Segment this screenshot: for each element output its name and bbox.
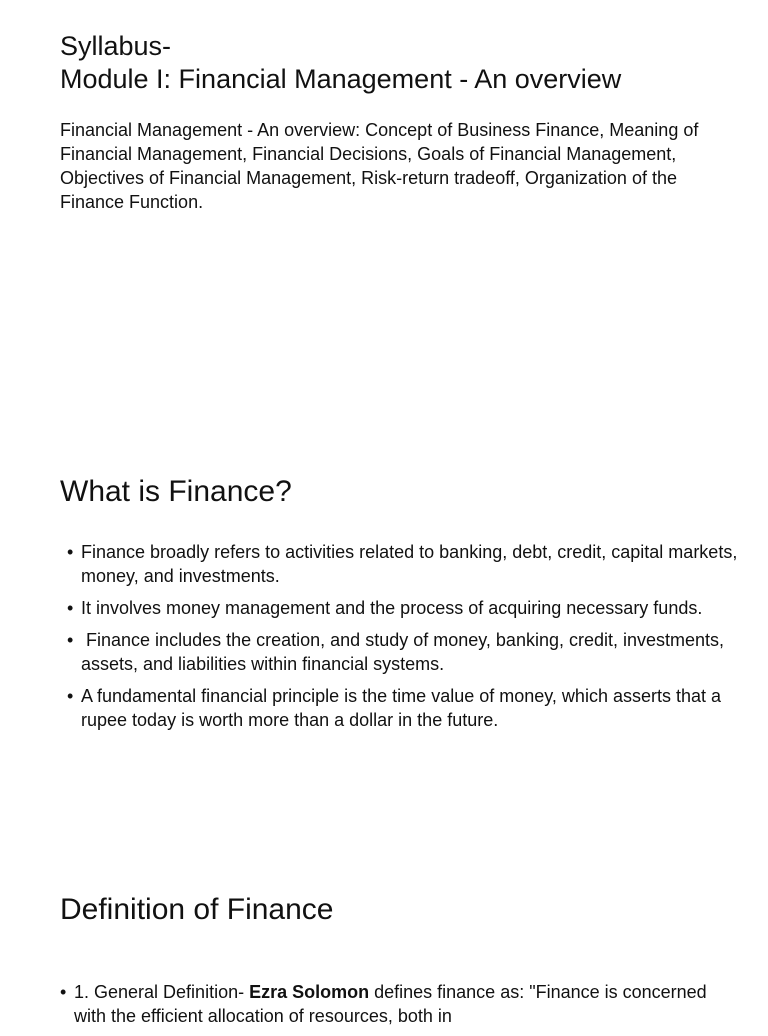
bullet-text: Finance includes the creation, and study of money, banking, credit, investments, assets, and liabilities within financial systems. bbox=[81, 630, 730, 674]
bullet-text: A fundamental financial principle is the time value of money, which asserts that a rupee today is worth more than a dollar in the future. bbox=[81, 686, 722, 730]
list-item bbox=[60, 628, 740, 676]
list-item bbox=[60, 540, 740, 588]
bullet-text: Finance broadly refers to activities related to banking, debt, credit, capital markets, money, and investments. bbox=[81, 542, 738, 586]
definition-text: defines finance as: "Finance is concerned with the efficient allocation of resources, both in bbox=[74, 982, 712, 1026]
definition-of-finance-title: Definition of Finance bbox=[60, 893, 334, 926]
author-name: Ezra Solomon bbox=[249, 982, 370, 1002]
bullet-icon: • bbox=[67, 542, 74, 562]
what-is-finance-slide bbox=[0, 420, 768, 860]
definition-prefix: 1. General Definition- bbox=[74, 982, 250, 1002]
bullet-icon: • bbox=[60, 982, 67, 1002]
list-item bbox=[60, 684, 740, 732]
definition-bullet-list bbox=[60, 980, 740, 1036]
what-is-finance-title: What is Finance? bbox=[60, 475, 292, 508]
syllabus-title-line-1: Syllabus- bbox=[60, 31, 172, 61]
definition-of-finance-slide bbox=[0, 860, 768, 1024]
list-item bbox=[60, 596, 740, 620]
bullet-icon: • bbox=[67, 598, 74, 618]
bullet-icon: • bbox=[67, 630, 74, 650]
syllabus-description: Financial Management - An overview: Concept of Business Finance, Meaning of Financial Management, Financial Decisions, Goals of Financial Management, Objectives of Financial Management, Risk-return tradeoff, Organization of the Finance Function. bbox=[60, 120, 699, 212]
syllabus-title bbox=[60, 30, 621, 96]
bullet-icon: • bbox=[67, 686, 74, 706]
syllabus-slide bbox=[0, 0, 768, 420]
syllabus-title-line-2: Module I: Financial Management - An overview bbox=[60, 64, 622, 94]
bullet-text: It involves money management and the process of acquiring necessary funds. bbox=[81, 598, 703, 618]
finance-bullet-list bbox=[60, 540, 740, 740]
list-item bbox=[60, 980, 740, 1028]
